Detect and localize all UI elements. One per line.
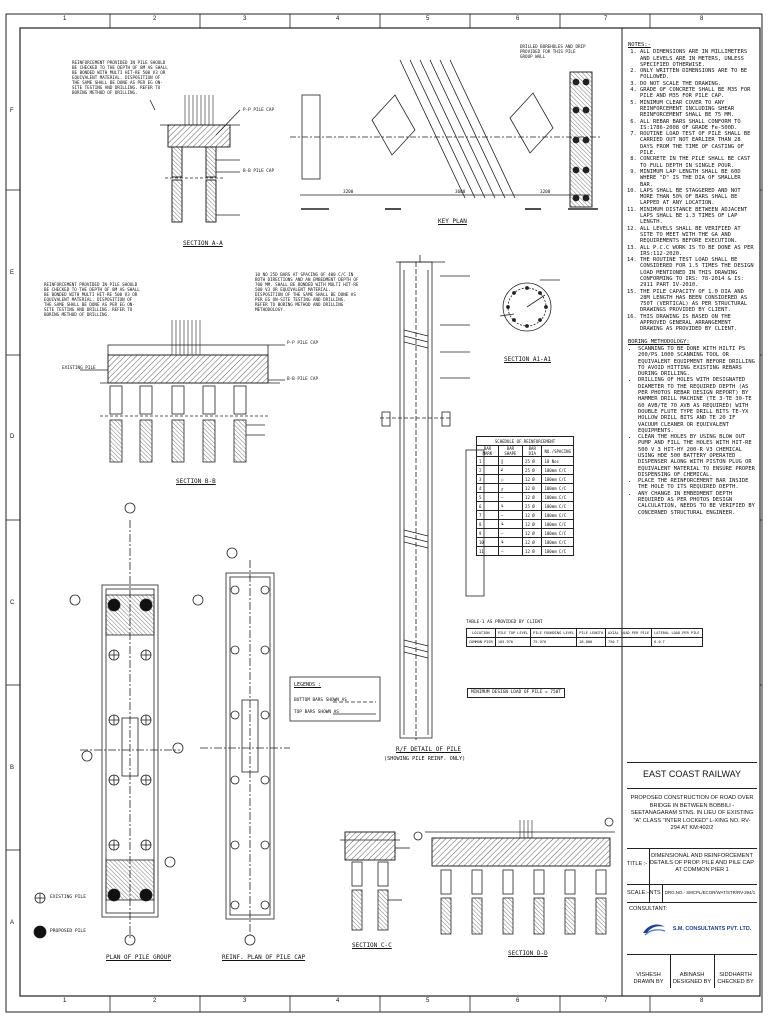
table-cell: 103.970 bbox=[495, 638, 530, 647]
table-cell: 12 Ø bbox=[523, 493, 542, 502]
pile-table-header: PILE LENGTH bbox=[577, 629, 606, 638]
tb-signature-row bbox=[627, 954, 757, 988]
grid-col-3-bottom: 3 bbox=[243, 998, 247, 1004]
grid-row-c: C bbox=[10, 600, 15, 606]
schedule-header: NO./SPACING bbox=[542, 446, 574, 457]
title-reinf-plan-cap: REINF. PLAN OF PILE CAP bbox=[222, 954, 306, 961]
table-row bbox=[477, 493, 574, 502]
table-row bbox=[477, 538, 574, 547]
table-row bbox=[477, 466, 574, 475]
schedule-header: BAR MARK bbox=[477, 446, 499, 457]
bb-level-bottom: B-B PILE CAP bbox=[287, 377, 319, 382]
table-cell: 25 Ø bbox=[523, 502, 542, 511]
key-plan-dim-3: 3200 bbox=[540, 190, 551, 195]
grid-row-e: E bbox=[10, 270, 15, 276]
title-section-a1a1: SECTION A1-A1 bbox=[504, 356, 551, 363]
title-plan-pile-group: PLAN OF PILE GROUP bbox=[106, 954, 172, 961]
boring-item: • PLACE THE REINFORCEMENT BAR INSIDE THE HOLE TO ITS REQUIRED DEPTH. bbox=[638, 478, 756, 491]
pile-table bbox=[466, 628, 703, 647]
schedule-title: SCHEDULE OF REINFORCEMENT bbox=[477, 437, 574, 446]
title-rf-detail: R/F DETAIL OF PILE bbox=[396, 746, 462, 753]
bar-shape: ─ bbox=[498, 547, 522, 556]
tb-scale-row bbox=[627, 884, 757, 903]
table-cell: 75.970 bbox=[531, 638, 577, 647]
notes-title: NOTES:- bbox=[628, 42, 651, 48]
table-row bbox=[477, 547, 574, 556]
table-cell: 12 Ø bbox=[523, 547, 542, 556]
bar-shape: ┛ bbox=[498, 466, 522, 475]
table-cell: 12 Ø bbox=[523, 511, 542, 520]
pile-table-caption: TABLE-1 AS PROVIDED BY CLIENT bbox=[466, 620, 543, 625]
table-cell: 100mm C/C bbox=[542, 502, 574, 511]
table-cell: 750 T bbox=[606, 638, 652, 647]
legend-existing-pile: EXISTING PILE bbox=[50, 895, 86, 900]
bar-shape: ○ bbox=[498, 475, 522, 484]
note-item: 7. ROUTINE LOAD TEST OF PILE SHALL BE CARRIED OUT NOT EARLIER THAN 28 DAYS FROM THE TIME OF CASTING OF PILE. bbox=[640, 131, 756, 156]
bar-shape: ┃ bbox=[498, 457, 522, 466]
table-cell: 12 Ø bbox=[523, 520, 542, 529]
table-cell: 5 bbox=[477, 493, 499, 502]
bar-shape: ┗ bbox=[498, 520, 522, 529]
table-cell: 25 Ø bbox=[523, 466, 542, 475]
grid-row-d: D bbox=[10, 434, 15, 440]
pile-table-header: PILE TOP LEVEL bbox=[495, 629, 530, 638]
grid-col-7: 7 bbox=[604, 16, 608, 22]
grid-col-8-bottom: 8 bbox=[700, 998, 704, 1004]
pile-table-header: LOCATION bbox=[467, 629, 496, 638]
table-cell: 6.0 T bbox=[652, 638, 702, 647]
table-cell: 2 bbox=[477, 466, 499, 475]
grid-col-2: 2 bbox=[153, 16, 157, 22]
note-item: 8. CONCRETE IN THE PILE SHALL BE CAST TO FULL DEPTH IN SINGLE POUR. bbox=[640, 156, 756, 169]
table-cell: 100mm C/C bbox=[542, 475, 574, 484]
tb-title-row bbox=[627, 848, 757, 885]
boring-item: • DRILLING OF HOLES WITH DESIGNATED DIAMETER TO THE REQUIRED DEPTH (AS PER PHOTOS REBAR DESIGN REPORT) BY HAMMER DRILL MACHINE (TE 3-TE 30-TE 60 AVB/TE 70 AVB AS REQUIRED) WITH DOUBLE FLUTE TYPE DRILL BITS TE-YX HOLLOW DRILL BITS AND TE 20 IF VACUUM CLEANER OR EQUIVALENT EQUIPMENTS. bbox=[638, 377, 756, 434]
key-plan-dim-1: 3200 bbox=[343, 190, 354, 195]
schedule-table bbox=[476, 436, 574, 556]
table-cell: 12 Ø bbox=[523, 538, 542, 547]
grid-row-b: B bbox=[10, 765, 15, 771]
table-row bbox=[477, 475, 574, 484]
schedule-header: BAR SHAPE bbox=[498, 446, 522, 457]
note-item: 15. THE PILE CAPACITY OF 1.0 DIA AND 28M LENGTH HAS BEEN CONSIDERED AS 750T (VERTICAL) AS PER STRUCTURAL DRAWINGS PROVIDED BY CLIENT. bbox=[640, 289, 756, 314]
note-item: 11. MINIMUM DISTANCE BETWEEN ADJACENT LAPS SHALL BE 1.3 TIMES OF LAP LENGTH. bbox=[640, 207, 756, 226]
note-item: 14. THE ROUTINE TEST LOAD SHALL BE CONSIDERED FOR 1.5 TIMES THE DESIGN LOAD MENTIONED IN THIS DRAWING CONFORMING TO IRS: 78-2014 & IS: 2911 PART IV-2010. bbox=[640, 257, 756, 288]
pile-design-load-note: MINIMUM DESIGN LOAD OF PILE = 750T bbox=[467, 688, 565, 698]
bar-shape: ─ bbox=[498, 529, 522, 538]
note-item: 13. ALL P.C.C WORK IS TO BE DONE AS PER IRS:112-2020. bbox=[640, 245, 756, 258]
rf-detail-drawing bbox=[380, 255, 470, 740]
title-section-cc: SECTION C-C bbox=[352, 942, 392, 949]
tb-drawn-label: DRAWN BY bbox=[633, 979, 664, 985]
section-bb-drawing bbox=[80, 320, 285, 462]
reinf-plan-cap-drawing bbox=[193, 548, 290, 945]
section-bb-note-right: 10 NO 25D BARS AT SPACING OF 400 C/C IN BOTH DIRECTIONS AND AN EMBEDMENT DEPTH OF 700 MM. SHALL BE BONDED WITH MULTI HIT-RE 500 V3 OR EQUIVALENT MATERIAL. DISPOSITION OF THE SAME SHALL BE DONE AS PER EG ON-SITE TESTING AND DRILLING. REFER TO BORING METHOD AND DRILLING METHODOLOGY. bbox=[255, 272, 361, 312]
table-cell: 100mm C/C bbox=[542, 538, 574, 547]
tb-consultant-label: CONSULTANT: bbox=[629, 906, 668, 912]
tb-checked-name: SIDDHARTH bbox=[719, 972, 752, 978]
table-cell: 6 bbox=[477, 502, 499, 511]
title-section-dd: SECTION D-D bbox=[508, 950, 548, 957]
bar-shape: ─ bbox=[498, 493, 522, 502]
table-cell: 25 Ø bbox=[523, 457, 542, 466]
grid-col-5-bottom: 5 bbox=[426, 998, 430, 1004]
table-row bbox=[477, 502, 574, 511]
table-cell: 9 bbox=[477, 529, 499, 538]
plan-pile-group-drawing bbox=[70, 503, 183, 945]
boring-item: • CLEAN THE HOLES BY USING BLOW OUT PUMP AND FILL THE HOLES WITH HIT-RE 500 V 3 HIT-HY 200-R V3 CHEMICAL USING HDE 500 BATTERY OPERATED DISPENSER ALONG WITH PISTON PLUG OR EQUIVALENT MATERIAL TO ENSURE PROPER DISPENSING OF CHEMICAL. bbox=[638, 434, 756, 478]
section-aa-note: REINFORCEMENT PROVIDED IN PILE SHOULD BE CHECKED TO THE DEPTH OF 8M AS SHALL BE BONDED WITH MULTI HIT-RE 500 V3 OR EQUIVALENT MATERIAL. DISPOSITION OF THE SAME SHALL BE DONE AS PER EG ON-SITE TESTING AND DRILLING. REFER TO BORING METHOD OF DRILLING. bbox=[72, 60, 171, 95]
bb-level-top: P-P PILE CAP bbox=[287, 341, 319, 346]
table-cell: 100mm C/C bbox=[542, 511, 574, 520]
grid-col-1: 1 bbox=[63, 16, 67, 22]
bar-shape: ─ bbox=[498, 511, 522, 520]
table-cell: 7 bbox=[477, 511, 499, 520]
key-plan-note: DRILLED BOREHOLES AND DRIP PROVIDED FOR THIS PILE GROUP WALL bbox=[520, 44, 589, 59]
pile-table-header: LATERAL LOAD PER PILE bbox=[652, 629, 702, 638]
grid-col-4: 4 bbox=[336, 16, 340, 22]
tb-project: PROPOSED CONSTRUCTION OF ROAD OVER BRIDGE IN BETWEEN BOBBILI - SEETANAGARAM STNS. IN LIEU OF EXISTING "A" CLASS "INTER LOCKED" L-XING NO. RV-294 AT KM:402/2 bbox=[630, 795, 754, 832]
tb-client: EAST COAST RAILWAY bbox=[642, 769, 742, 779]
table-row bbox=[477, 457, 574, 466]
pile-legend-symbols bbox=[34, 893, 46, 938]
schedule-header: BAR DIA bbox=[523, 446, 542, 457]
grid-row-f: F bbox=[10, 108, 14, 114]
grid-col-6-bottom: 6 bbox=[516, 998, 520, 1004]
grid-col-4-bottom: 4 bbox=[336, 998, 340, 1004]
grid-col-2-bottom: 2 bbox=[153, 998, 157, 1004]
grid-col-8: 8 bbox=[700, 16, 704, 22]
title-section-bb: SECTION B-B bbox=[176, 478, 216, 485]
note-item: 12. ALL LEVELS SHALL BE VERIFIED AT SITE TO MEET WITH THE GA AND REQUIREMENTS BEFORE EXECUTION. bbox=[640, 226, 756, 245]
pile-table-header: AXIAL LOAD PER PILE bbox=[606, 629, 652, 638]
note-item: 10. LAPS SHALL BE STAGGERED AND NOT MORE THAN 50% OF BARS SHALL BE LAPPED AT ANY LOCATION. bbox=[640, 188, 756, 207]
table-cell: 10 bbox=[477, 538, 499, 547]
boring-title: BORING METHODOLOGY: bbox=[628, 338, 690, 345]
table-row bbox=[477, 484, 574, 493]
table-cell: 8 bbox=[477, 520, 499, 529]
tb-drg-no: DRG.NO.- SMCPL/ECOR/WAT/STR/RV-294/1 bbox=[664, 890, 756, 895]
table-cell: 4 bbox=[477, 484, 499, 493]
title-block bbox=[627, 762, 757, 987]
aa-level-top: P-P PILE CAP bbox=[243, 108, 275, 113]
grid-col-1-bottom: 1 bbox=[63, 998, 67, 1004]
table-row bbox=[467, 638, 703, 647]
bar-shape: ╚ bbox=[498, 502, 522, 511]
tb-scale: NTS bbox=[649, 890, 661, 896]
note-item: 4. GRADE OF CONCRETE SHALL BE M35 FOR PILE AND M35 FOR PILE CAP. bbox=[640, 87, 756, 100]
bb-existing-label: EXISTING PILE bbox=[62, 366, 96, 371]
boring-item: • SCANNING TO BE DONE WITH HILTI PS 200/PS 1000 SCANNING TOOL OR EQUIVALENT EQUIPMENT BEFORE DRILLING TO AVOID HITTING EXISTING REBARS DURING DRILLING. bbox=[638, 346, 756, 377]
boring-item: • ANY CHANGE IN EMBEDMENT DEPTH REQUIRED AS PER PHOTOS DESIGN CALCULATION, NEEDS TO BE VERIFIED BY CONCERNED STRUCTURAL ENGINEER. bbox=[638, 491, 756, 516]
aa-level-bottom: B-B PILE CAP bbox=[243, 169, 275, 174]
title-key-plan: KEY PLAN bbox=[438, 218, 467, 225]
section-cc-drawing bbox=[340, 832, 410, 930]
key-plan-drawing bbox=[290, 60, 600, 209]
legend-title: LEGENDS : bbox=[294, 682, 322, 688]
table-cell: 100mm C/C bbox=[542, 466, 574, 475]
table-cell: 100mm C/C bbox=[542, 529, 574, 538]
section-dd-drawing bbox=[414, 818, 615, 934]
grid-col-6: 6 bbox=[516, 16, 520, 22]
table-row bbox=[477, 511, 574, 520]
note-item: 9. MINIMUM LAP LENGTH SHALL BE 60D WHERE "D" IS THE DIA OF SMALLER BAR. bbox=[640, 169, 756, 188]
table-row bbox=[477, 520, 574, 529]
note-item: 2. ONLY WRITTEN DIMENSIONS ARE TO BE FOLLOWED. bbox=[640, 68, 756, 81]
pile-table-header: PILE FOUNDING LEVEL bbox=[531, 629, 577, 638]
title-section-aa: SECTION A-A bbox=[183, 240, 223, 247]
tb-client-row bbox=[627, 762, 757, 789]
grid-col-3: 3 bbox=[243, 16, 247, 22]
legend-top-bars: TOP BARS SHOWN AS bbox=[294, 710, 339, 715]
table-cell: 18 Nos bbox=[542, 457, 574, 466]
tb-consultant: S.M. CONSULTANTS PVT. LTD. bbox=[672, 926, 752, 932]
note-item: 1. ALL DIMENSIONS ARE IN MILLIMETERS AND LEVELS ARE IN METERS, UNLESS SPECIFIED OTHERWISE. bbox=[640, 49, 756, 68]
tb-project-row bbox=[627, 788, 757, 849]
tb-designed-name: ABINASH bbox=[679, 972, 705, 978]
table-cell: 1 bbox=[477, 457, 499, 466]
section-aa-drawing bbox=[150, 95, 240, 222]
table-cell: 100mm C/C bbox=[542, 484, 574, 493]
tb-title: DIMENSIONAL AND REINFORCEMENT DETAILS OF PROP. PILE AND PILE CAP AT COMMON PIER 1 bbox=[650, 853, 754, 874]
tb-consultant-row bbox=[627, 902, 757, 955]
table-cell: COMMON PIER bbox=[467, 638, 496, 647]
bar-shape: ┗ bbox=[498, 538, 522, 547]
note-item: 6. ALL REBAR BARS SHALL CONFORM TO IS:1786-2008 OF GRADE Fe-500D. bbox=[640, 119, 756, 132]
note-item: 16. THIS DRAWING IS BASED ON THE APPROVED GENERAL ARRANGEMENT DRAWING AS PROVIDED BY CLIENT. bbox=[640, 314, 756, 333]
table-cell: 3 bbox=[477, 475, 499, 484]
table-cell: 12 Ø bbox=[523, 475, 542, 484]
table-cell: 100mm C/C bbox=[542, 520, 574, 529]
title-rf-detail-sub: (SHOWING PILE REINF. ONLY) bbox=[384, 756, 466, 762]
grid-col-7-bottom: 7 bbox=[604, 998, 608, 1004]
key-plan-dim-2: 3600 bbox=[455, 190, 466, 195]
bar-shape: ╓ bbox=[498, 484, 522, 493]
tb-checked-label: CHECKED BY bbox=[717, 979, 754, 985]
table-cell: 100mm C/C bbox=[542, 493, 574, 502]
table-row bbox=[477, 529, 574, 538]
table-cell: 12 Ø bbox=[523, 529, 542, 538]
note-item: 5. MINIMUM CLEAR COVER TO ANY REINFORCEMENT INCLUDING SHEAR REINFORCEMENT SHALL BE 75 MM. bbox=[640, 100, 756, 119]
table-cell: 12 Ø bbox=[523, 484, 542, 493]
section-a1a1-drawing bbox=[500, 280, 560, 331]
legend-proposed-pile: PROPOSED PILE bbox=[50, 929, 86, 934]
grid-col-5: 5 bbox=[426, 16, 430, 22]
notes-panel bbox=[628, 42, 756, 516]
tb-drawn-name: VISHESH bbox=[636, 972, 661, 978]
table-cell: 28.000 bbox=[577, 638, 606, 647]
consultant-logo-icon bbox=[641, 921, 667, 937]
note-item: 3. DO NOT SCALE THE DRAWING. bbox=[640, 81, 756, 87]
grid-row-a: A bbox=[10, 920, 15, 926]
tb-title-label: TITLE :- bbox=[627, 861, 648, 867]
legend-bottom-bars: BOTTOM BARS SHOWN AS bbox=[294, 698, 347, 703]
tb-scale-label: SCALE:- bbox=[627, 890, 649, 896]
table-cell: 100mm C/C bbox=[542, 547, 574, 556]
table-cell: 11 bbox=[477, 547, 499, 556]
section-bb-note-left: REINFORCEMENT PROVIDED IN PILE SHOULD BE CHECKED TO THE DEPTH OF 8M AS SHALL BE BONDED WITH MULTI HIT-RE 500 V3 OR EQUIVALENT MATERIAL. DISPOSITION OF THE SAME SHALL BE DONE AS PER EG ON-SITE TESTING AND DRILLING. REFER TO BORING METHOD OF DRILLING. bbox=[44, 282, 143, 317]
tb-designed-label: DESIGNED BY bbox=[672, 979, 712, 985]
